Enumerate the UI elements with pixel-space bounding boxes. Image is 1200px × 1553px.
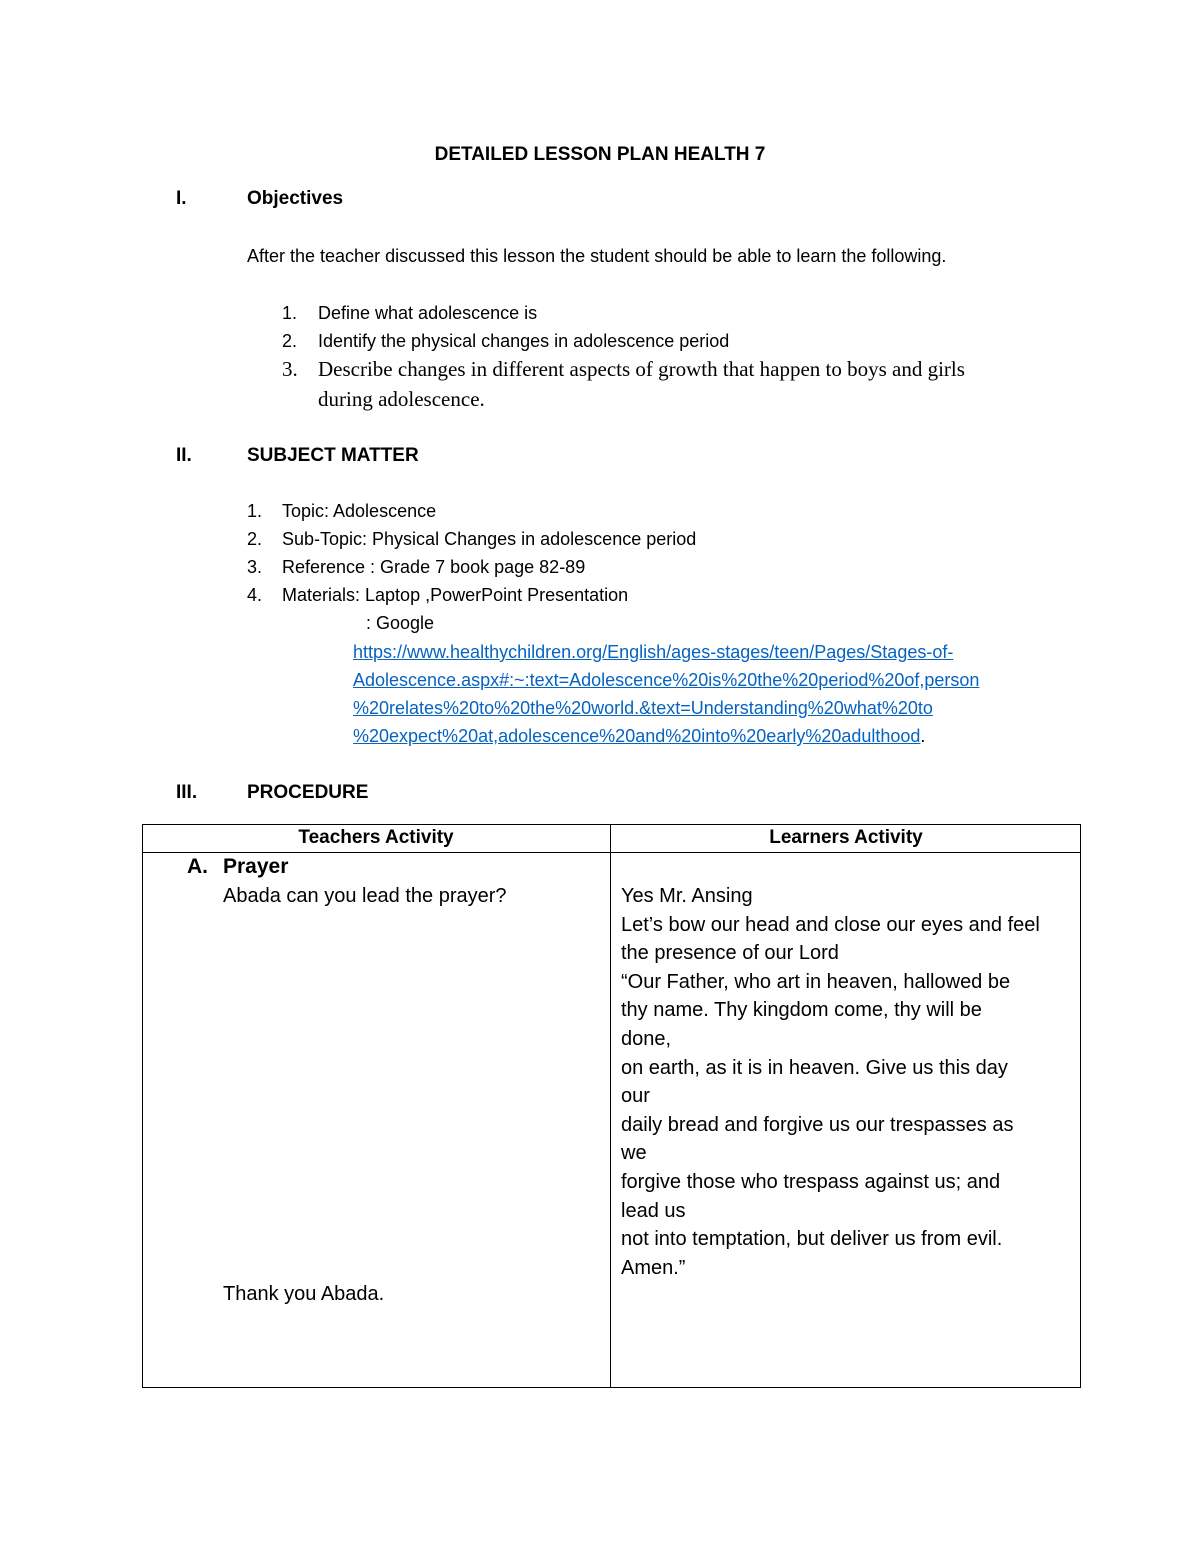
learner-line: not into temptation, but deliver us from evil. <box>621 1228 1003 1251</box>
learner-line: Let’s bow our head and close our eyes and feel <box>621 913 1040 936</box>
materials-google-label: : Google <box>366 613 435 633</box>
reference-link-line[interactable]: Adolescence.aspx#:~:text=Adolescence%20is%20the%20period%20of,person <box>353 670 980 690</box>
learner-line: thy name. Thy kingdom come, thy will be <box>621 999 982 1022</box>
learner-line: Amen.” <box>621 1256 686 1279</box>
learner-line: daily bread and forgive us our trespasses as <box>621 1113 1014 1136</box>
reference-link-line[interactable]: %20relates%20to%20the%20world.&text=Understanding%20what%20to <box>353 698 933 718</box>
learner-line: the presence of our Lord <box>621 942 839 965</box>
section-number-objectives: I. <box>176 188 187 209</box>
subject-item-number: 3. <box>247 557 263 577</box>
learner-line: done, <box>621 1027 672 1050</box>
reference-link-period: . <box>920 726 926 746</box>
objective-item: Define what adolescence is <box>318 303 538 323</box>
objective-item: Identify the physical changes in adolescence period <box>318 331 730 351</box>
subject-item-number: 1. <box>247 501 263 521</box>
learner-line: lead us <box>621 1199 686 1222</box>
column-header-learners: Learners Activity <box>769 827 923 848</box>
column-header-teachers: Teachers Activity <box>298 827 454 848</box>
learner-line: our <box>621 1085 650 1108</box>
prayer-section-letter: A. <box>187 855 208 878</box>
subject-item: Reference : Grade 7 book page 82-89 <box>282 557 586 577</box>
objective-number: 3. <box>282 357 298 381</box>
document-title: DETAILED LESSON PLAN HEALTH 7 <box>434 144 766 165</box>
teacher-line: Abada can you lead the prayer? <box>223 885 507 907</box>
subject-item: Sub-Topic: Physical Changes in adolescence period <box>282 529 697 549</box>
table-column-divider <box>610 824 611 1388</box>
objectives-intro: After the teacher discussed this lesson the student should be able to learn the following. <box>247 246 947 266</box>
section-number-subject-matter: II. <box>176 445 192 466</box>
section-number-procedure: III. <box>176 782 198 803</box>
section-heading-objectives: Objectives <box>247 188 344 209</box>
learner-line: on earth, as it is in heaven. Give us this day <box>621 1056 1008 1079</box>
objective-number: 1. <box>282 303 298 323</box>
objective-item: Describe changes in different aspects of growth that happen to boys and girls <box>318 357 965 381</box>
learner-line: we <box>621 1142 647 1165</box>
subject-item-number: 2. <box>247 529 263 549</box>
prayer-section-title: Prayer <box>223 855 289 878</box>
teacher-line: Thank you Abada. <box>223 1283 385 1305</box>
section-heading-procedure: PROCEDURE <box>247 782 369 803</box>
learner-response <box>621 882 1040 1282</box>
learner-line: Yes Mr. Ansing <box>621 885 753 907</box>
subject-item: Topic: Adolescence <box>282 501 437 521</box>
reference-link-line[interactable]: %20expect%20at,adolescence%20and%20into%20early%20adulthood <box>353 726 921 746</box>
objective-item-continuation: during adolescence. <box>318 387 485 411</box>
reference-link-line[interactable]: https://www.healthychildren.org/English/ages-stages/teen/Pages/Stages-of- <box>353 642 954 662</box>
learner-line: forgive those who trespass against us; and <box>621 1170 1001 1193</box>
learner-line: “Our Father, who art in heaven, hallowed be <box>621 970 1011 993</box>
subject-item: Materials: Laptop ,PowerPoint Presentation <box>282 585 629 605</box>
objective-number: 2. <box>282 331 298 351</box>
section-heading-subject-matter: SUBJECT MATTER <box>247 445 419 466</box>
subject-item-number: 4. <box>247 585 263 605</box>
table-header-divider <box>142 852 1081 853</box>
